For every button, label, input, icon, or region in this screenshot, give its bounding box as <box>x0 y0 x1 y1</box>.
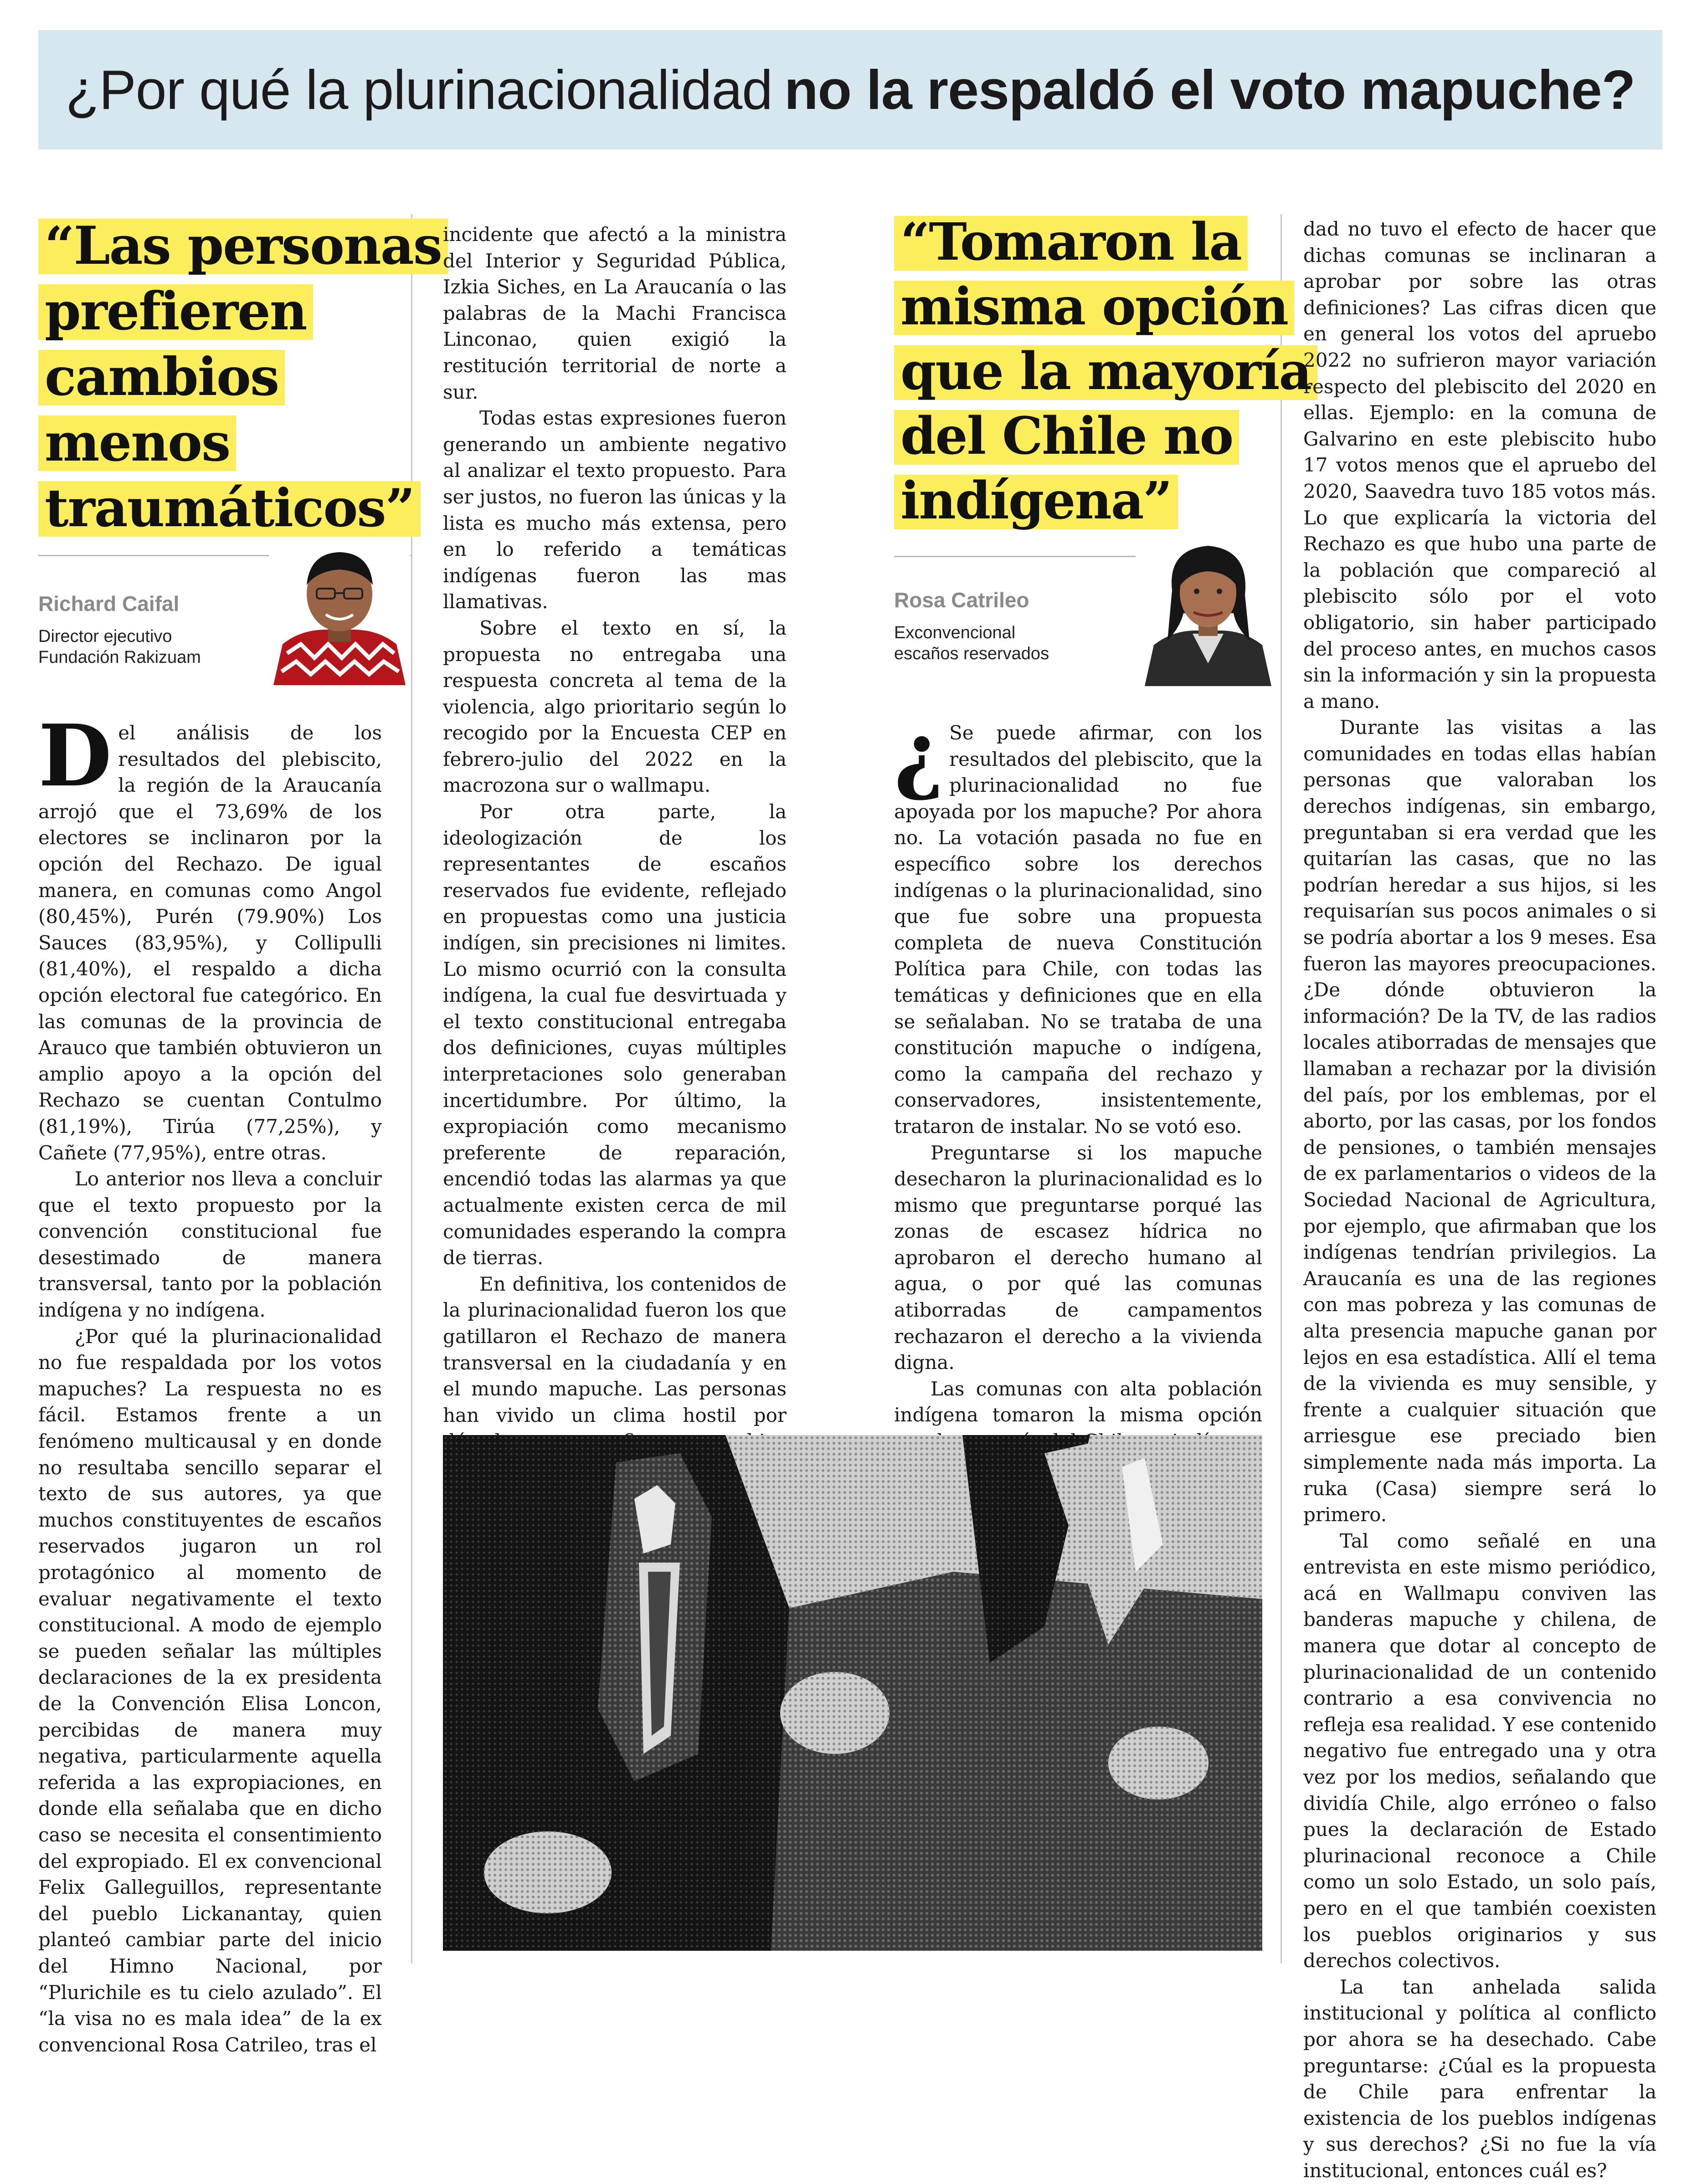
author-role: escaños reservados <box>894 644 1049 664</box>
article-paragraph: Sobre el texto en sí, la propuesta no entregaba una respuesta concreta al tema de la violencia, algo prioritario según lo recogido por la Encuesta CEP en febrero-julio del 2022 en la macrozona sur o wallmapu. <box>443 616 787 797</box>
headline-bold: no la respaldó el voto mapuche? <box>784 59 1635 121</box>
paragraph-text: Se puede afirmar, con los resultados del plebiscito, que la plurinacionalidad no fue apoyada por los mapuche? Por ahora no. La votación pasada no fue en específico sobre los derechos indígenas o la plurinacionalidad, sino que fue sobre una propuesta completa de nueva Constitución Política para Chile, con todas las temáticas y definiciones que en ella se señalaban. No se trataba de una constitución mapuche o indígena, como la campaña del rechazo y conservadores, insistentemente, trataron de instalar. No se votó eso. <box>894 722 1262 1138</box>
quote-line: del Chile no <box>894 410 1239 465</box>
quote-line: cambios <box>38 350 285 405</box>
right-pull-quote <box>894 212 1317 539</box>
quote-line: “Las personas <box>38 219 448 274</box>
article-paragraph: En definitiva, los contenidos de la plurinacionalidad fueron los que gatillaron el Rechazo de manera transversal en la ciudadanía y en el mundo mapuche. Las personas han vivido un clima hostil por <box>443 1272 787 1426</box>
left-author-byline <box>38 591 201 668</box>
headline-banner <box>38 30 1662 149</box>
left-article-column-2 <box>443 221 787 1507</box>
quote-line: traumáticos” <box>38 481 421 537</box>
author-role: Exconvencional <box>894 623 1016 642</box>
quote-line: menos <box>38 415 236 471</box>
dropcap: D <box>38 706 112 805</box>
author-name: Richard Caifal <box>38 592 180 615</box>
right-article-column-2 <box>1303 216 1656 2184</box>
article-paragraph: Las comunas con alta población indígena tomaron la misma opción <box>894 1377 1262 1426</box>
right-author-byline <box>894 588 1049 665</box>
article-paragraph: Durante las visitas a las comunidades en todas ellas habían personas que valoraban los derechos indígenas, sin embargo, preguntaban si era verdad que les quitarían las casas, que no las podrían heredar a sus hijos, si les requisarían sus pocos animales o si se podría abortar a los 9 meses. Esa fueron las mayores preocupaciones. ¿De dónde obtuvieron la información? De la TV, de las radios locales atiborradas de mensajes que llamaban a rechazar por la división del país, por los emblemas, por el aborto, por las casas, por los fondos de pensiones, o también mensajes de ex parlamentarios o videos de la Sociedad Nacional de Agricultura, por ejemplo, que afirmaban que los indígenas tendrían privilegios. La Araucanía es una de las regiones con mas pobreza y las comunas de alta presencia mapuche ganan por lejos en esa estadística. Allí el tema de la vivienda es muy sensible, y frente a cualquier situación que arriesgue ese preciado bien simplemente nada más importa. La ruka (Casa) siempre será lo primero. <box>1303 716 1657 1526</box>
right-article-column-1 <box>894 704 1262 1559</box>
headline-light: ¿Por qué la plurinacionalidad <box>65 59 773 121</box>
article-paragraph: Preguntarse si los mapuche desecharon la plurinacionalidad es lo mismo que preguntarse porqué las zonas de escasez hídrica no aprobaron el derecho humano al agua, o por qué las comunas atiborradas de campamentos rechazaron el derecho a la vivienda digna. <box>894 1141 1262 1374</box>
article-paragraph: ¿Por qué la plurinacionalidad no fue respaldada por los votos mapuches? La respuesta no es fácil. Estamos frente a un fenómeno multicausal y en donde no resultaba sencillo separar el texto de sus autores, ya que muchos constituyentes de escaños reservados jugaron un rol protagónico al momento de evaluar negativamente el texto constitucional. A modo de ejemplo se pueden señalar las múltiples declaraciones de la ex presidenta de la Convención Elisa Loncon, percibidas de manera muy negativa, particularmente aquella referida a las expropiaciones, en donde ella señalaba que en dicho caso se necesita el consentimiento del expropiado. El ex convencional Felix Galleguillos, representante del pueblo Lickanantay, quien planteó cambiar parte del inicio del Himno Nacional, por “Plurichile es tu cielo azulado”. El “la visa no es mala idea” de la ex convencional Rosa Catrileo, tras el <box>38 1325 382 2056</box>
quote-line: misma opción <box>894 281 1294 335</box>
author-role: Fundación Rakizuam <box>38 648 201 667</box>
left-pull-quote <box>38 215 448 547</box>
article-paragraph: dad no tuvo el efecto de hacer que dichas comunas se inclinaran a aprobar por sobre las otras definiciones? Las cifras dicen que en general los votos del apruebo 2022 no sufrieron mayor variación respecto del plebiscito del 2020 en ellas. Ejemplo: en la comuna de Galvarino en este plebiscito hubo 17 votos menos que el apruebo del 2020, Saavedra tuvo 185 votos más. Lo que explicaría la victoria del Rechazo es que hubo una parte de la población que compareció al plebiscito sólo por el voto obligatorio, sin haber participado del proceso antes, en muchos casos sin la información y sin la propuesta a mano. <box>1303 218 1656 713</box>
dropcap: ¿ <box>894 704 944 804</box>
article-paragraph: La tan anhelada salida institucional y política al conflicto por ahora se ha desechado. Cabe preguntarse: ¿Cúal es la propuesta de Chile para enfrentar la existencia de los pueblos indígenas y sus derechos? ¿Si no fue la vía institucional, entonces cuál es? <box>1303 1975 1656 2182</box>
article-paragraph <box>894 704 1262 1140</box>
quote-line: “Tomaron la <box>894 216 1248 271</box>
article-paragraph: Por otra parte, la ideologización de los representantes de escaños reservados fue evidente, reflejado en propuestas como una justicia indígen, sin precisiones ni limites. Lo mismo ocurrió con la consulta indígena, la cual fue desvirtuada y el texto constitucional entregaba dos definiciones, cuyas múltiples interpretaciones solo generaban incertidumbre. Por último, la expropiación como mecanismo preferente de reparación, encendió todas las alarmas ya que actualmente existen cerca de mil comunidades esperando la compra de tierras. <box>443 800 787 1269</box>
article-paragraph: Tal como señalé en una entrevista en este mismo periódico, acá en Wallmapu conviven las banderas mapuche y chilena, de manera que dotar al concepto de plurinacionalidad de un contenido contrario a esa convivencia no refleja esa realidad. Y ese contenido negativo fue entregado una y otra vez por los medios, señalando que dividía Chile, algo erróneo o falso pues la declaración de Estado plurinacional reconoce a Chile como un solo Estado, un solo país, pero en el que también coexisten los pueblos originarios y sus derechos colectivos. <box>1303 1529 1656 1972</box>
article-paragraph: Todas estas expresiones fueron generando un ambiente negativo al analizar el texto propuesto. Para ser justos, no fueron las únicas y la lista es mucho más extensa, pero en lo referido a temáticas indígenas fueron las mas llamativas. <box>443 407 787 613</box>
main-photo <box>443 1435 1262 1951</box>
portrait-left <box>269 539 410 685</box>
quote-line: prefieren <box>38 284 313 340</box>
left-article-column-1 <box>38 706 382 2058</box>
author-name: Rosa Catrileo <box>894 588 1029 612</box>
portrait-right <box>1136 536 1281 686</box>
quote-line: que la mayoría <box>894 345 1317 400</box>
article-paragraph: incidente que afectó a la ministra del Interior y Seguridad Pública, Izkia Siches, en La Araucanía o las palabras de la Machi Francisca Linconao, quien exigió la restitución territorial de norte a sur. <box>443 223 787 403</box>
article-paragraph: Lo anterior nos lleva a concluir que el texto propuesto por la convención constitucional fue desestimado de manera transversal, tanto por la población indígena y no indígena. <box>38 1168 382 1322</box>
author-role: Director ejecutivo <box>38 627 172 646</box>
quote-line: indígena” <box>894 475 1178 529</box>
article-paragraph <box>38 706 382 1166</box>
paragraph-text: el análisis de los resultados del plebiscito, la región de la Araucanía arrojó que el 73,69% de los electores se inclinaron por la opción del Rechazo. De igual manera, en comunas como Angol (80,45%), Purén (79.90%) Los Sauces (83,95%), y Collipulli (81,40%), el respaldo a dicha opción electoral fue categórico. En las comunas de la provincia de Arauco que también obtuvieron un amplio apoyo a la opción del Rechazo se cuentan Contulmo (81,19%), Tirúa (77,25%), y Cañete (77,95%), entre otras. <box>38 722 382 1164</box>
